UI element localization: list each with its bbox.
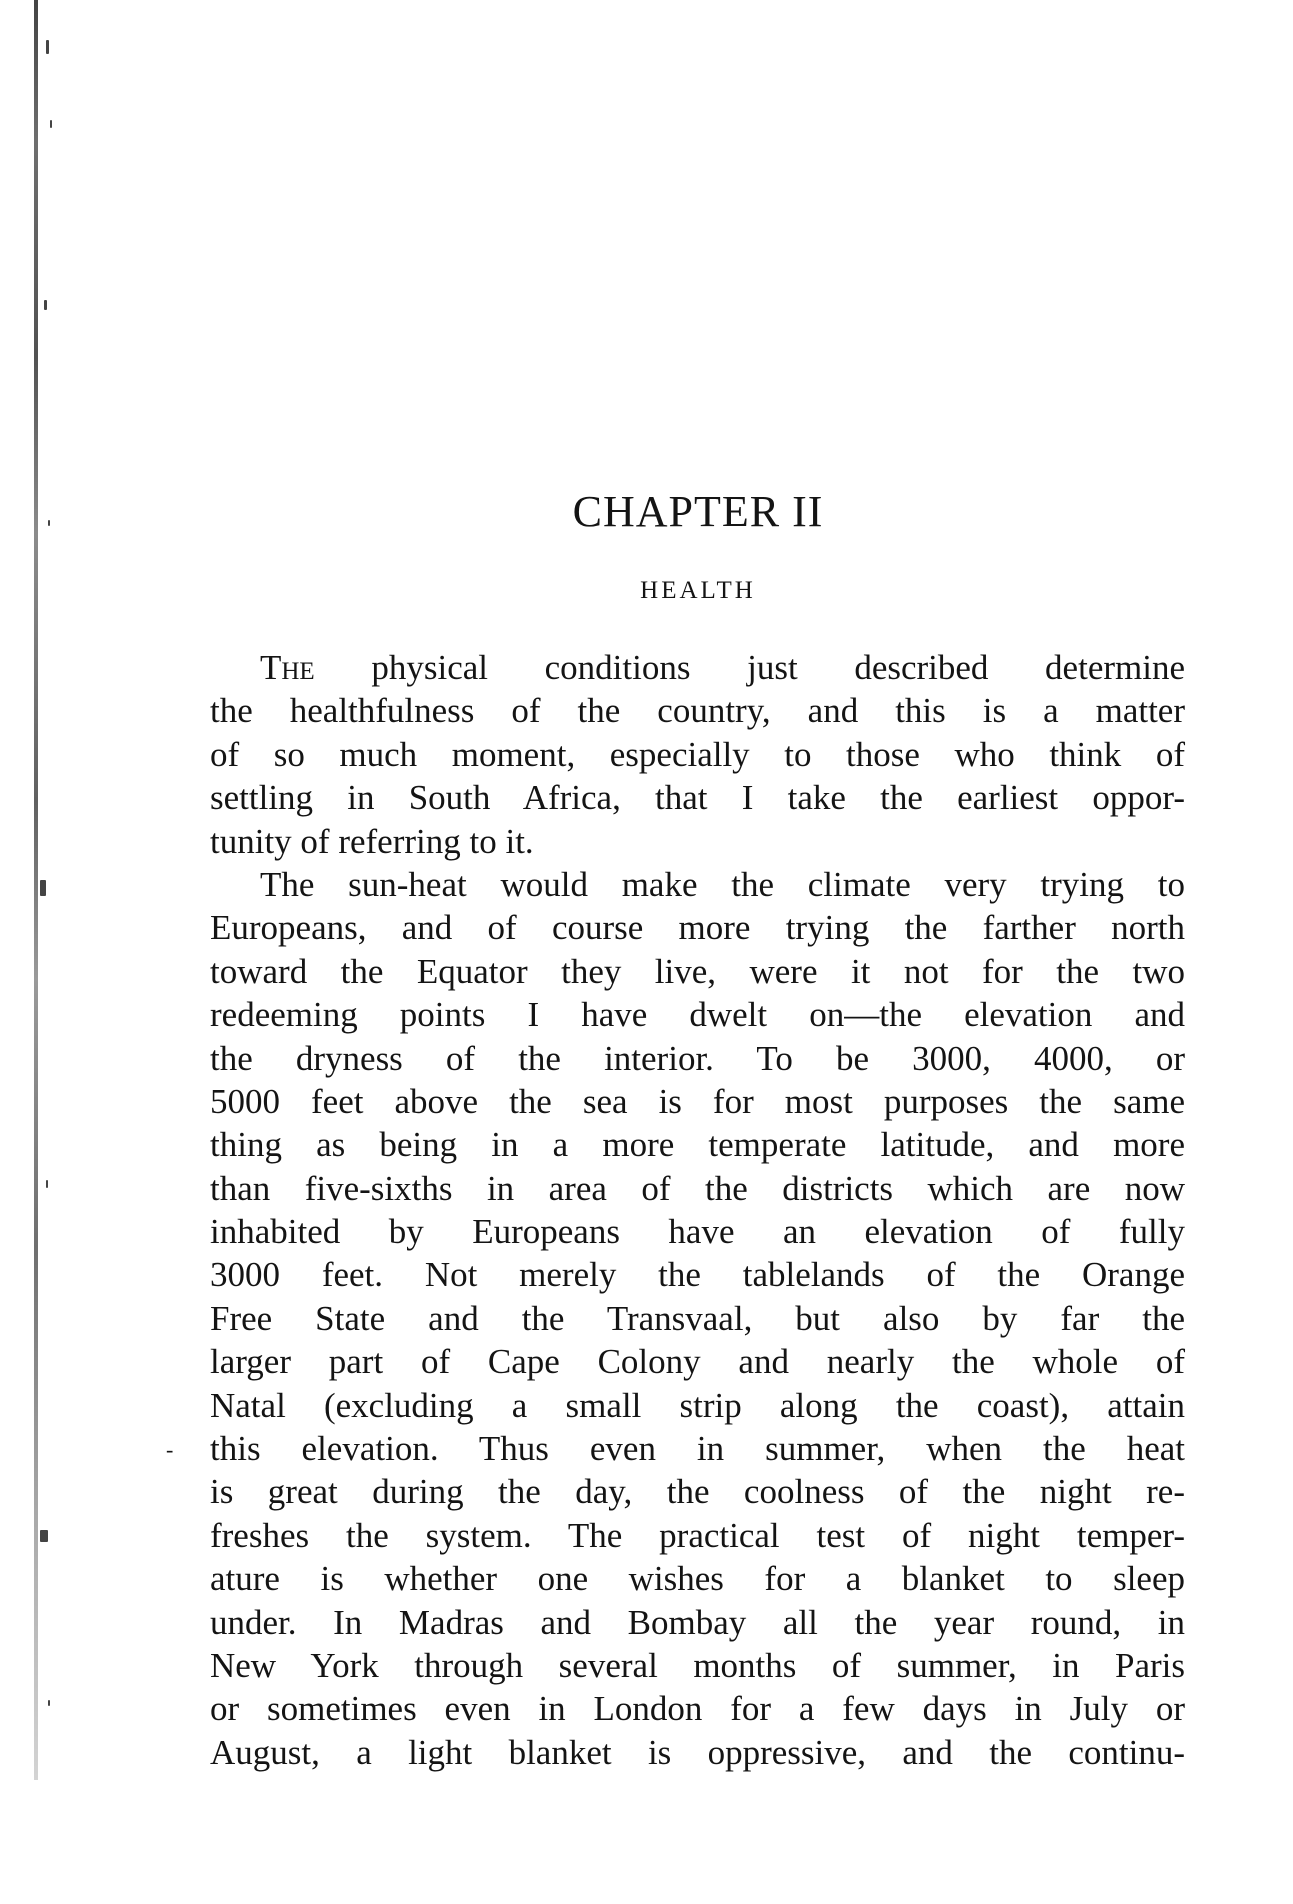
text-line: under. In Madras and Bombay all the year round, in (210, 1602, 1185, 1642)
text-line: 5000 feet above the sea is for most purposes the same (210, 1081, 1185, 1121)
binding-shadow (34, 0, 38, 1780)
text-line: August, a light blanket is oppressive, and the continu- (210, 1732, 1185, 1772)
text-line: Natal (excluding a small strip along the coast), attain (210, 1385, 1185, 1425)
text-line: is great during the day, the coolness of the night re- (210, 1472, 1185, 1512)
text-line: New York through several months of summer, in Paris (210, 1645, 1185, 1685)
text-line: than five-sixths in area of the districts which are now (210, 1168, 1185, 1208)
text-line: The sun-heat would make the climate very trying to (260, 864, 1185, 904)
scan-speck (46, 40, 49, 54)
scan-speck (40, 1530, 48, 1542)
body-text (210, 646, 1185, 1774)
text-line: ature is whether one wishes for a blanket to sleep (210, 1559, 1185, 1599)
scan-speck (44, 300, 47, 310)
chapter-subtitle: HEALTH (640, 577, 756, 604)
line-text: physical conditions just described determine (314, 648, 1185, 687)
lead-word: The (260, 648, 315, 687)
text-line: 3000 feet. Not merely the tablelands of the Orange (210, 1255, 1185, 1295)
text-line: Free State and the Transvaal, but also by far the (210, 1298, 1185, 1338)
chapter-title: CHAPTER II (572, 487, 824, 536)
scan-speck (50, 120, 52, 128)
text-line: of so much moment, especially to those who think of (210, 734, 1185, 774)
text-line: freshes the system. The practical test of night temper- (210, 1515, 1185, 1555)
text-line: Europeans, and of course more trying the farther north (210, 908, 1185, 948)
text-line: the dryness of the interior. To be 3000, 4000, or (210, 1038, 1185, 1078)
text-line: toward the Equator they live, were it not for the two (210, 951, 1185, 991)
text-line: thing as being in a more temperate latitude, and more (210, 1125, 1185, 1165)
text-line: redeeming points I have dwelt on—the elevation and (210, 995, 1185, 1035)
text-line (210, 646, 1185, 689)
margin-mark: - (166, 1437, 174, 1462)
text-line: inhabited by Europeans have an elevation of fully (210, 1212, 1185, 1252)
text-line: larger part of Cape Colony and nearly the whole of (210, 1342, 1185, 1382)
scan-speck (40, 880, 46, 896)
text-line: the healthfulness of the country, and this is a matter (210, 691, 1185, 731)
text-line: this elevation. Thus even in summer, when the heat (210, 1429, 1185, 1469)
text-line: settling in South Africa, that I take the earliest oppor- (210, 778, 1185, 818)
scan-speck (46, 1180, 48, 1188)
binding-edge (0, 0, 58, 1904)
scan-speck (48, 1700, 50, 1706)
text-line: tunity of referring to it. (210, 821, 534, 861)
text-line: or sometimes even in London for a few days in July or (210, 1689, 1185, 1729)
